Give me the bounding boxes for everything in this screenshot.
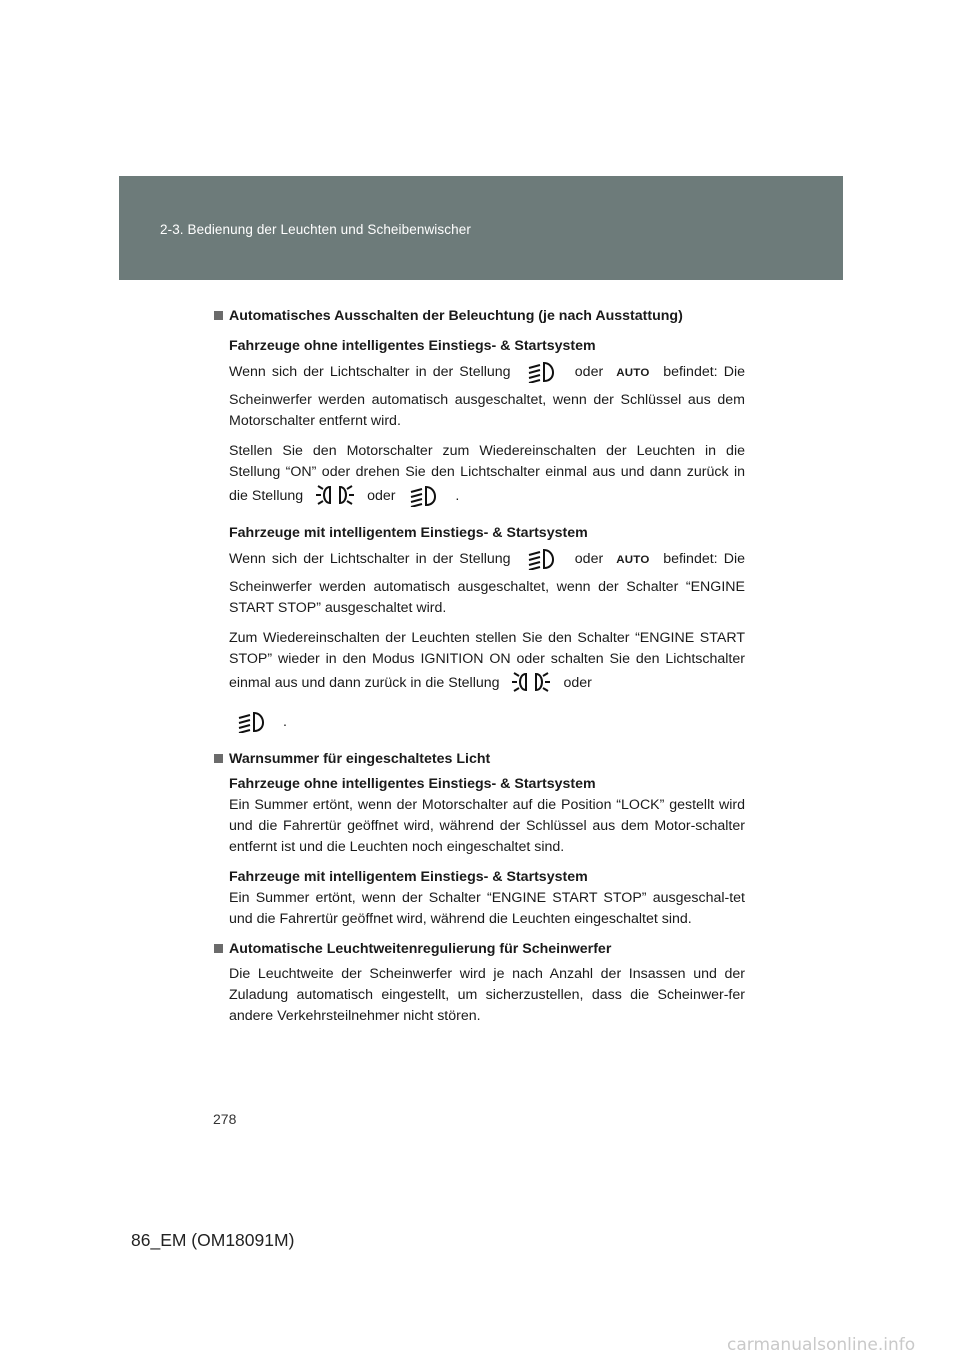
paragraph: Wenn sich der Lichtschalter in der Stellung oder AUTO befindet: Die Scheinwerfer werden automatisch ausgeschaltet, wenn der Schlüssel aus dem Motorschalter entfernt wird.: [229, 361, 745, 432]
header-band: [119, 176, 843, 280]
auto-mode-icon: AUTO: [616, 554, 650, 566]
section-heading: Automatisches Ausschalten der Beleuchtung (je nach Ausstattung): [212, 306, 745, 327]
paragraph: Ein Summer ertönt, wenn der Motorschalter auf die Position “LOCK” gestellt wird und die Fahrertür geöffnet wird, während der Schlüssel aus dem Motor-schalter entfernt ist und die Leuchten noch eingeschaltet sind.: [229, 797, 745, 855]
low-beam-headlight-icon: [235, 711, 271, 740]
paragraph: Zum Wiedereinschalten der Leuchten stellen Sie den Schalter “ENGINE START STOP” wieder in den Modus IGNITION ON oder schalten Sie den Lichtschalter einmal aus und dann zurück in die Stellung oder .: [229, 628, 745, 740]
page-content: [212, 306, 745, 1027]
paragraph: Wenn sich der Lichtschalter in der Stellung oder AUTO befindet: Die Scheinwerfer werden automatisch ausgeschaltet, wenn der Schalter “ENGINE START STOP” ausgeschaltet wird.: [229, 548, 745, 619]
square-bullet-icon: [214, 311, 223, 320]
document-code: 86_EM (OM18091M): [131, 1230, 295, 1250]
section-heading: Automatische Leuchtweitenregulierung für Scheinwerfer: [212, 939, 745, 960]
subsection-heading: Fahrzeuge mit intelligentem Einstiegs- & Startsystem: [229, 525, 588, 541]
paragraph: Stellen Sie den Motorschalter zum Wiedereinschalten der Leuchten in die Stellung “ON” oder drehen Sie den Lichtschalter einmal aus und dann zurück in die Stellung oder .: [229, 441, 745, 514]
subsection-heading: Fahrzeuge ohne intelligentes Einstiegs- & Startsystem: [229, 338, 596, 354]
tail-light-icon: [511, 670, 551, 701]
square-bullet-icon: [214, 754, 223, 763]
tail-light-icon: [315, 483, 355, 514]
paragraph: Die Leuchtweite der Scheinwerfer wird je nach Anzahl der Insassen und der Zuladung automatisch eingestellt, um sicherzustellen, dass die Scheinwer-fer andere Verkehrsteilnehmer nicht stören.: [229, 966, 745, 1024]
section-title: 2-3. Bedienung der Leuchten und Scheibenwischer: [160, 222, 471, 237]
square-bullet-icon: [214, 944, 223, 953]
paragraph: Ein Summer ertönt, wenn der Schalter “ENGINE START STOP” ausgeschal-tet und die Fahrertür geöffnet wird, während die Leuchten eingeschaltet sind.: [229, 890, 745, 927]
low-beam-headlight-icon: [525, 548, 561, 577]
watermark: carmanualsonline.info: [727, 1335, 916, 1355]
subsection-heading: Fahrzeuge ohne intelligentes Einstiegs- & Startsystem: [229, 776, 596, 792]
page-number: 278: [213, 1111, 237, 1127]
section-heading: Warnsummer für eingeschaltetes Licht: [212, 749, 745, 770]
auto-mode-icon: AUTO: [616, 367, 650, 379]
low-beam-headlight-icon: [407, 485, 443, 514]
subsection-heading: Fahrzeuge mit intelligentem Einstiegs- & Startsystem: [229, 869, 588, 885]
low-beam-headlight-icon: [525, 361, 561, 390]
